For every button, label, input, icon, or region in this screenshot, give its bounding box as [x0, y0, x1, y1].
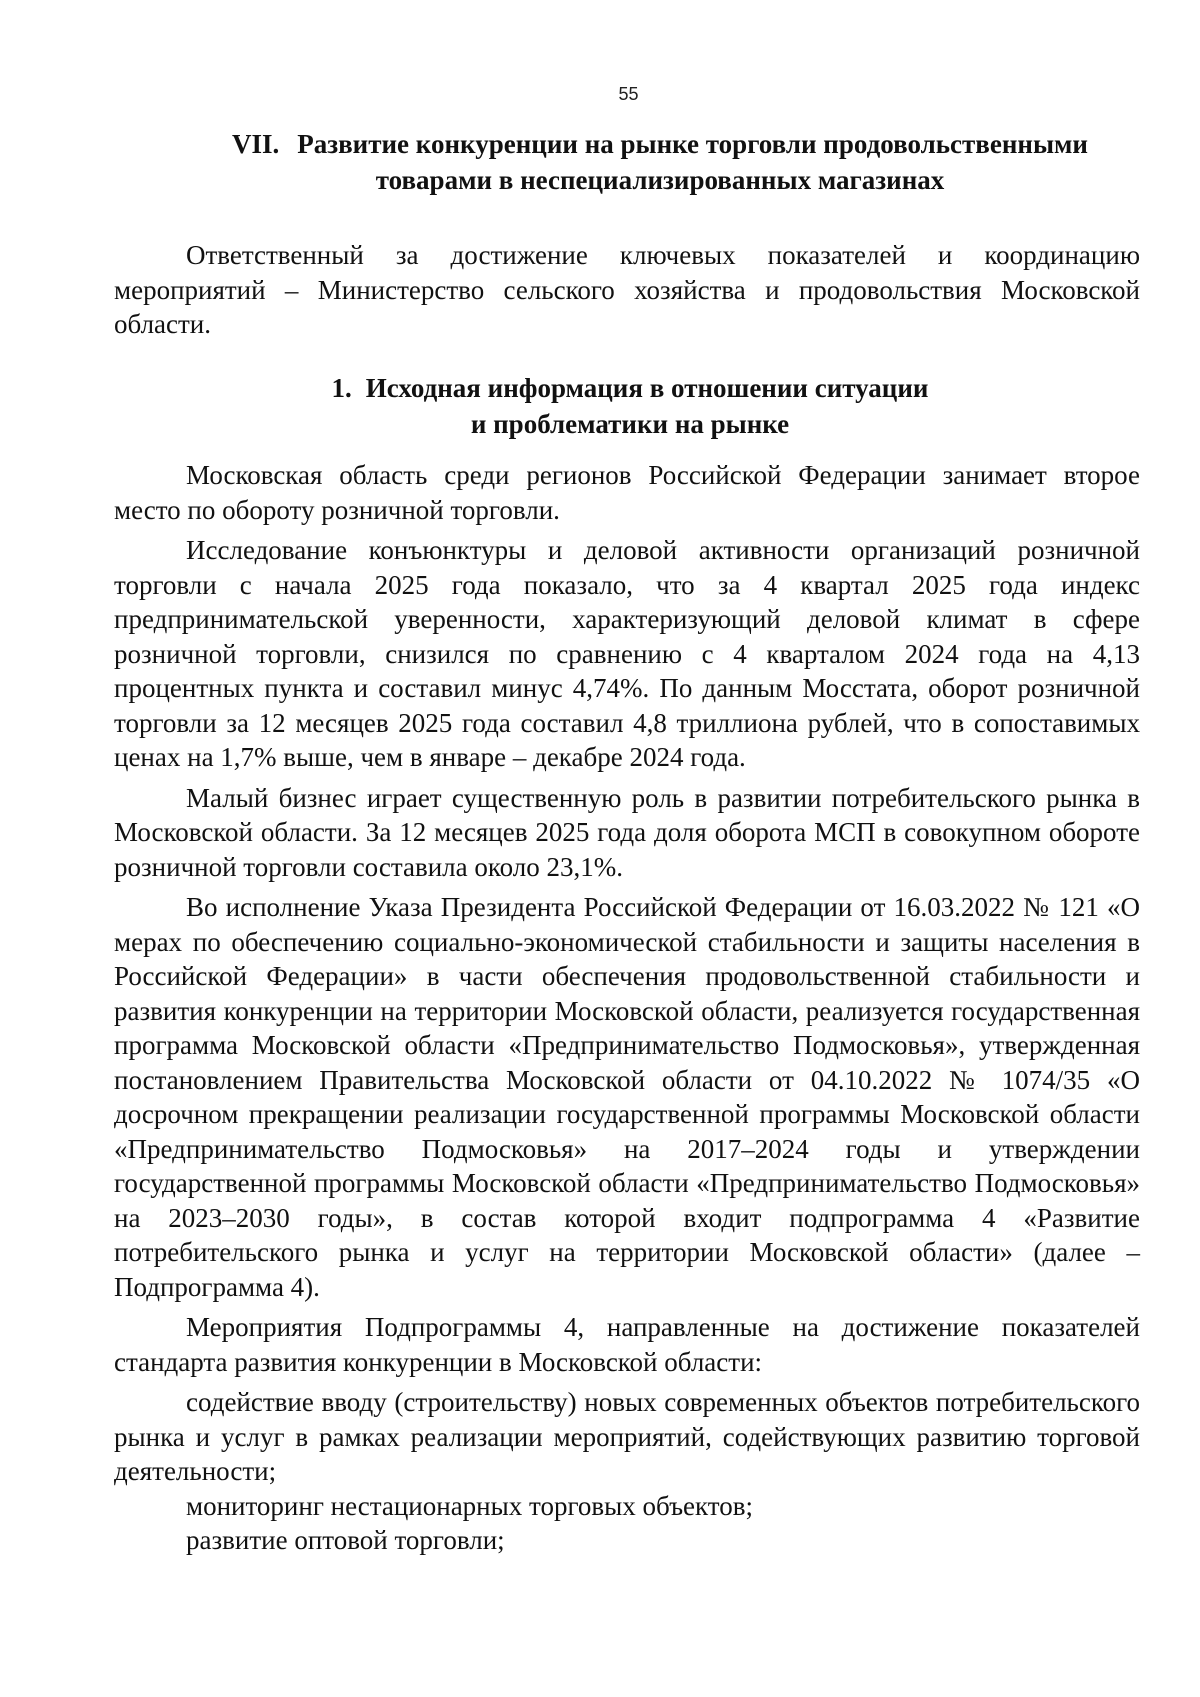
responsible-block	[114, 238, 1140, 342]
chapter-title-line-1	[180, 126, 1140, 162]
section-title	[240, 370, 1020, 442]
section-title-text-1: Исходная информация в отношении ситуации	[365, 373, 929, 403]
list-item: содействие вводу (строительству) новых современных объектов потребительского рынка и услуг в рамках реализации мероприятий, содействующих развитию торговой деятельности;	[114, 1387, 1140, 1486]
paragraph-presidential-decree: Во исполнение Указа Президента Российской Федерации от 16.03.2022 № 121 «О мерах по обеспечению социально-экономической стабильности и защиты населения в Российской Федерации» в части обеспечения продовольственной стабильности и развития конкуренции на территории Московской области, реализуется государственная программа Московской области «Предпринимательство Подмосковья», утвержденная постановлением Правительства Московской области от 04.10.2022 № 1074/35 «О досрочном прекращении реализации государственной программы Московской области «Предпринимательство Подмосковья» на 2017–2024 годы и утверждении государственной программы Московской области «Предпринимательство Подмосковья» на 2023–2030 годы», в состав которой входит подпрограмма 4 «Развитие потребительского рынка и услуг на территории Московской области» (далее – Подпрограмма 4).	[114, 892, 1140, 1302]
main-text	[114, 458, 1140, 1558]
chapter-title-line-2: товарами в неспециализированных магазинах	[375, 165, 945, 195]
page-number: 55	[618, 84, 639, 104]
list-item: мониторинг нестационарных торговых объектов;	[186, 1490, 753, 1521]
section-title-line-1	[240, 370, 1020, 406]
paragraph-subprogram-measures: Мероприятия Подпрограммы 4, направленные на достижение показателей стандарта развития конкуренции в Московской области:	[114, 1312, 1140, 1377]
paragraph-region-rank: Московская область среди регионов Российской Федерации занимает второе место по обороту розничной торговли.	[114, 460, 1140, 525]
responsible-paragraph: Ответственный за достижение ключевых показателей и координацию мероприятий – Министерство сельского хозяйства и продовольствия Московской области.	[114, 240, 1140, 339]
chapter-roman-numeral: VII.	[231, 129, 280, 159]
section-title-line-2: и проблематики на рынке	[470, 409, 790, 439]
paragraph-business-activity: Исследование конъюнктуры и деловой активности организаций розничной торговли с начала 2025 года показало, что за 4 квартал 2025 года индекс предпринимательской уверенности, характеризующий деловой климат в сфере розничной торговли, снизился по сравнению с 4 кварталом 2024 года на 4,13 процентных пункта и составил минус 4,74%. По данным Мосстата, оборот розничной торговли за 12 месяцев 2025 года составил 4,8 триллиона рублей, что в сопоставимых ценах на 1,7% выше, чем в январе – декабре 2024 года.	[114, 535, 1140, 772]
paragraph-small-business: Малый бизнес играет существенную роль в развитии потребительского рынка в Московской области. За 12 месяцев 2025 года доля оборота МСП в совокупном обороте розничной торговли составила около 23,1%.	[114, 782, 1140, 882]
list-item: развитие оптовой торговли;	[186, 1525, 505, 1555]
chapter-title-text-1: Развитие конкуренции на рынке торговли продовольственными	[297, 129, 1088, 159]
chapter-title	[180, 126, 1140, 198]
section-number: 1.	[331, 373, 352, 403]
